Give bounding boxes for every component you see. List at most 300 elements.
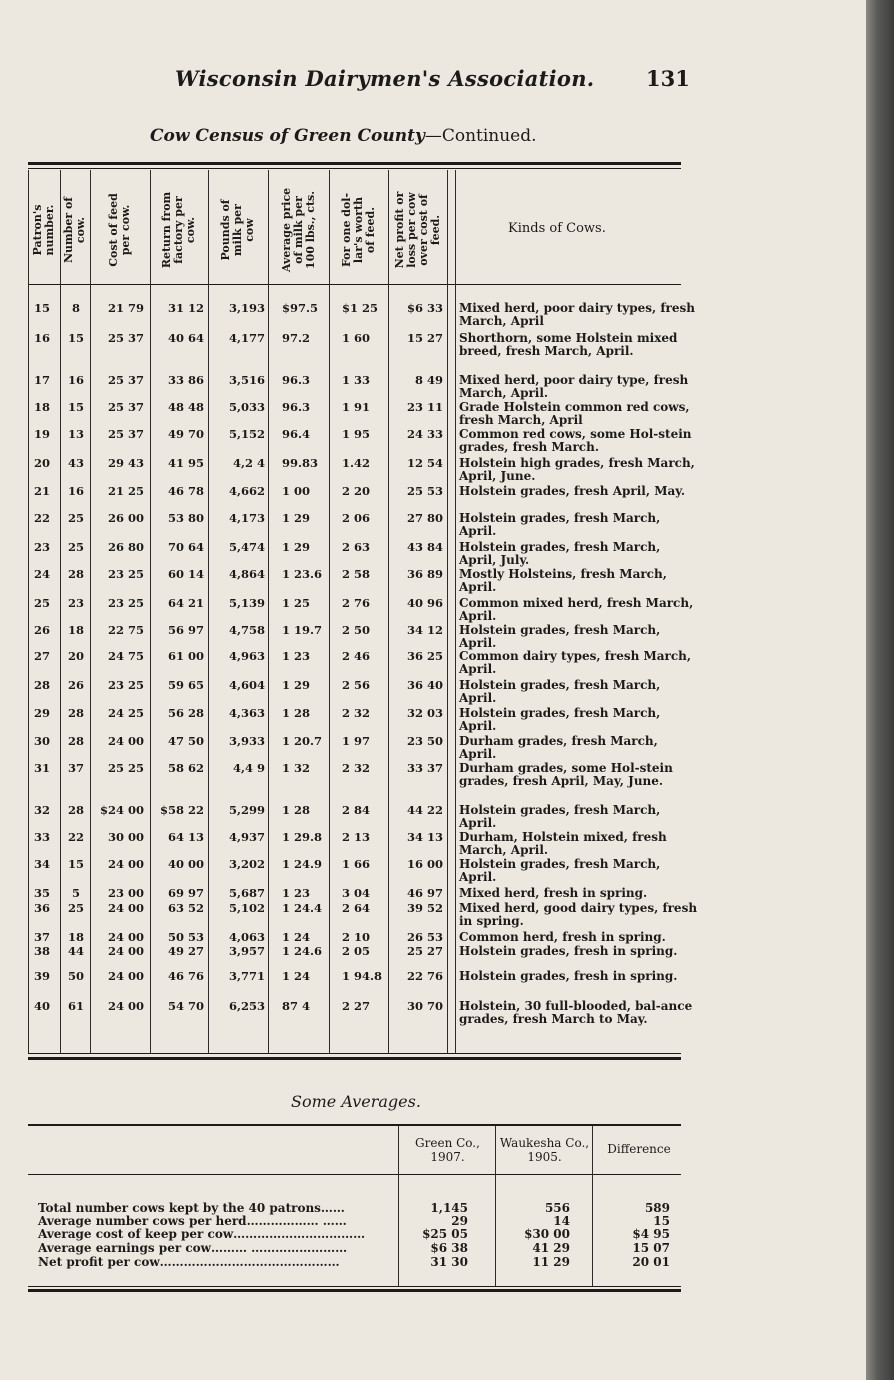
cell-patron: 35	[33, 886, 50, 900]
cell-return: 54 70	[167, 999, 204, 1013]
cell-cows: 28	[67, 567, 84, 581]
cell-profit: 33 37	[406, 761, 443, 775]
cell-cows: 25	[67, 540, 84, 554]
cell-profit: 27 80	[406, 511, 443, 525]
cell-kind: Holstein grades, fresh in spring.	[459, 969, 678, 983]
cell-patron: 29	[33, 706, 50, 720]
cell-cows: 16	[67, 484, 84, 498]
cell-return: 47 50	[167, 734, 204, 748]
cell-dollar: 2 06	[342, 511, 371, 525]
cell-price: 1 29	[282, 540, 311, 554]
cell-price: 96.4	[282, 427, 311, 441]
table-title-italic: Cow Census of Green County	[150, 126, 425, 146]
averages-waukesha: 41 29	[532, 1241, 570, 1255]
cell-cost: 24 00	[107, 857, 144, 871]
cell-pounds: 4,758	[228, 623, 265, 637]
cell-cost: 24 00	[107, 944, 144, 958]
column-divider	[150, 170, 151, 1053]
cell-patron: 26	[33, 623, 50, 637]
cell-patron: 15	[33, 301, 50, 315]
cell-price: 1 28	[282, 803, 311, 817]
averages-label: Average number cows per herd……………… ……	[38, 1214, 347, 1228]
cell-kind: Grade Holstein common red cows, fresh March, April	[459, 400, 690, 427]
cell-profit: 34 12	[406, 623, 443, 637]
table-title	[150, 126, 537, 146]
cell-cost: 24 00	[107, 999, 144, 1013]
cell-price: 99.83	[282, 456, 319, 470]
averages-top-rule	[28, 1124, 681, 1126]
cell-cost: 24 00	[107, 969, 144, 983]
cell-price: 1 25	[282, 596, 311, 610]
cell-dollar: 2 32	[342, 761, 371, 775]
cell-dollar: 1 94.8	[342, 969, 383, 983]
cell-cost: 25 37	[107, 427, 144, 441]
cell-return: 56 28	[167, 706, 204, 720]
cell-pounds: 4,864	[228, 567, 265, 581]
column-header-text: Cost of feed per cow.	[107, 193, 132, 267]
cell-patron: 17	[33, 373, 50, 387]
cell-dollar: 2 50	[342, 623, 371, 637]
averages-row	[0, 1241, 700, 1255]
cell-cost: 24 00	[107, 930, 144, 944]
column-divider	[455, 170, 456, 1053]
cell-profit: 23 50	[406, 734, 443, 748]
column-header-text: Return from factory per cow.	[160, 191, 197, 269]
cell-dollar: 3 04	[342, 886, 371, 900]
cell-cows: 37	[67, 761, 84, 775]
averages-waukesha: 556	[544, 1201, 570, 1215]
cell-kind: Holstein grades, fresh March, April.	[459, 511, 661, 538]
cell-pounds: 4,2 4	[232, 456, 265, 470]
cell-cows: 28	[67, 734, 84, 748]
cell-return: 56 97	[167, 623, 204, 637]
kinds-of-cows-header: Kinds of Cows.	[508, 221, 606, 236]
cell-cows: 15	[67, 331, 84, 345]
cell-cows: 23	[67, 596, 84, 610]
cell-cost: $24 00	[99, 803, 144, 817]
cell-patron: 31	[33, 761, 50, 775]
cell-patron: 33	[33, 830, 50, 844]
cell-profit: 36 40	[406, 678, 443, 692]
cell-patron: 18	[33, 400, 50, 414]
averages-label: Net profit per cow………………………………………	[38, 1255, 340, 1269]
column-divider	[208, 170, 209, 1053]
page-number: 131	[646, 66, 690, 91]
column-header-text: For one dol- lar's worth of feed.	[339, 192, 377, 268]
cell-patron: 19	[33, 427, 50, 441]
cell-dollar: 1 60	[342, 331, 371, 345]
cell-kind: Holstein grades, fresh March, April.	[459, 678, 661, 705]
cell-cost: 25 25	[107, 761, 144, 775]
averages-bottom-thick-rule	[28, 1289, 681, 1292]
cell-cows: 20	[67, 649, 84, 663]
cell-cows: 43	[67, 456, 84, 470]
cell-cows: 28	[67, 803, 84, 817]
column-header-text: Net profit or loss per cow over cost of feed.	[392, 191, 442, 269]
cell-cost: 24 00	[107, 901, 144, 915]
cell-patron: 24	[33, 567, 50, 581]
cell-cost: 23 25	[107, 567, 144, 581]
cell-price: 1 19.7	[282, 623, 323, 637]
cell-cost: 25 37	[107, 331, 144, 345]
cell-return: 50 53	[167, 930, 204, 944]
cell-cows: 25	[67, 511, 84, 525]
cell-pounds: 5,299	[228, 803, 265, 817]
column-header	[90, 176, 150, 284]
cell-cost: 24 25	[107, 706, 144, 720]
cell-dollar: 2 58	[342, 567, 371, 581]
cell-cost: 21 79	[107, 301, 144, 315]
cell-dollar: 2 27	[342, 999, 371, 1013]
column-header-text: Pounds of milk per cow	[219, 199, 256, 261]
cell-price: 1 00	[282, 484, 311, 498]
cell-return: $58 22	[159, 803, 204, 817]
avg-header-difference: Difference	[607, 1142, 671, 1156]
cell-return: 59 65	[167, 678, 204, 692]
cell-patron: 16	[33, 331, 50, 345]
cell-kind: Holstein grades, fresh April, May.	[459, 484, 686, 498]
cell-cost: 26 80	[107, 540, 144, 554]
averages-diff: 589	[644, 1201, 670, 1215]
cell-return: 69 97	[167, 886, 204, 900]
cell-dollar: 2 46	[342, 649, 371, 663]
cell-dollar: 2 13	[342, 830, 371, 844]
cell-cost: 24 75	[107, 649, 144, 663]
cell-kind: Durham grades, some Hol-stein grades, fresh April, May, June.	[459, 761, 673, 788]
cell-return: 31 12	[167, 301, 204, 315]
cell-profit: 30 70	[406, 999, 443, 1013]
table-title-continued: —Continued.	[424, 126, 537, 146]
cell-pounds: 5,139	[228, 596, 265, 610]
cell-dollar: 2 76	[342, 596, 371, 610]
column-header-text: Average price of milk per 100 lbs., cts.	[279, 187, 317, 273]
averages-waukesha: 11 29	[532, 1255, 570, 1269]
cell-patron: 39	[33, 969, 50, 983]
averages-waukesha: $30 00	[524, 1227, 570, 1241]
column-header-text: Number of cow.	[62, 196, 87, 264]
cell-cost: 24 00	[107, 734, 144, 748]
cell-price: 1 24.4	[282, 901, 323, 915]
cell-cows: 15	[67, 400, 84, 414]
cell-patron: 28	[33, 678, 50, 692]
header-bottom-rule	[28, 284, 681, 285]
cell-pounds: 3,771	[228, 969, 265, 983]
cell-price: 1 29	[282, 678, 311, 692]
cell-price: 1 32	[282, 761, 311, 775]
cell-dollar: 2 10	[342, 930, 371, 944]
cell-kind: Common red cows, some Hol-stein grades, fresh March.	[459, 427, 692, 454]
cell-pounds: 4,963	[228, 649, 265, 663]
top-thick-rule	[28, 162, 681, 165]
column-header	[150, 176, 208, 284]
cell-price: 1 24	[282, 969, 311, 983]
cell-profit: 46 97	[406, 886, 443, 900]
cell-kind: Holstein high grades, fresh March, April, June.	[459, 456, 695, 483]
cell-pounds: 5,474	[228, 540, 265, 554]
cell-profit: 24 33	[406, 427, 443, 441]
cell-kind: Holstein grades, fresh in spring.	[459, 944, 678, 958]
cell-patron: 27	[33, 649, 50, 663]
cell-price: 1 29.8	[282, 830, 323, 844]
cell-dollar: 1 91	[342, 400, 371, 414]
column-header	[329, 176, 388, 284]
cell-kind: Holstein grades, fresh March, April.	[459, 706, 661, 733]
cell-kind: Durham grades, fresh March, April.	[459, 734, 658, 761]
cell-profit: 22 76	[406, 969, 443, 983]
cell-return: 49 70	[167, 427, 204, 441]
cell-patron: 25	[33, 596, 50, 610]
cell-patron: 32	[33, 803, 50, 817]
cell-price: 1 24	[282, 930, 311, 944]
cell-cost: 21 25	[107, 484, 144, 498]
cell-profit: 39 52	[406, 901, 443, 915]
table-bottom-thin-rule	[28, 1053, 681, 1054]
top-thin-rule	[28, 168, 681, 169]
cell-profit: 25 53	[406, 484, 443, 498]
cell-cows: 15	[67, 857, 84, 871]
cell-dollar: 2 20	[342, 484, 371, 498]
cell-profit: 15 27	[406, 331, 443, 345]
cell-price: $97.5	[282, 301, 319, 315]
running-title: Wisconsin Dairymen's Association.	[175, 66, 595, 91]
cell-return: 48 48	[167, 400, 204, 414]
cell-kind: Common herd, fresh in spring.	[459, 930, 666, 944]
cell-profit: 25 27	[406, 944, 443, 958]
cell-kind: Mostly Holsteins, fresh March, April.	[459, 567, 667, 594]
averages-green: 29	[451, 1214, 468, 1228]
cell-pounds: 3,516	[228, 373, 265, 387]
cell-return: 58 62	[167, 761, 204, 775]
averages-diff: $4 95	[632, 1227, 670, 1241]
table-bottom-thick-rule	[28, 1057, 681, 1060]
cell-price: 1 20.7	[282, 734, 323, 748]
cell-patron: 22	[33, 511, 50, 525]
cell-cows: 28	[67, 706, 84, 720]
cell-pounds: 4,937	[228, 830, 265, 844]
averages-label: Average earnings per cow……… ……………………	[38, 1241, 348, 1255]
cell-cows: 18	[67, 930, 84, 944]
avg-header-waukesha: Waukesha Co., 1905.	[499, 1136, 590, 1164]
cell-profit: 34 13	[406, 830, 443, 844]
cell-kind: Mixed herd, good dairy types, fresh in spring.	[459, 901, 698, 928]
cell-pounds: 4,173	[228, 511, 265, 525]
cell-pounds: 3,957	[228, 944, 265, 958]
column-header	[388, 176, 447, 284]
cell-pounds: 3,202	[228, 857, 265, 871]
cell-kind: Holstein, 30 full-blooded, bal-ance grades, fresh March to May.	[459, 999, 693, 1026]
cell-pounds: 4,662	[228, 484, 265, 498]
cell-dollar: 2 84	[342, 803, 371, 817]
cell-profit: 16 00	[406, 857, 443, 871]
cell-pounds: 6,253	[228, 999, 265, 1013]
cell-dollar: 1 97	[342, 734, 371, 748]
running-header	[0, 66, 866, 96]
avg-header-green: Green Co., 1907.	[415, 1136, 480, 1164]
page-edge	[866, 0, 894, 1380]
cell-pounds: 3,933	[228, 734, 265, 748]
cell-pounds: 4,063	[228, 930, 265, 944]
cell-pounds: 4,4 9	[232, 761, 265, 775]
cell-patron: 36	[33, 901, 50, 915]
cell-cost: 25 37	[107, 373, 144, 387]
averages-waukesha: 14	[553, 1214, 570, 1228]
averages-green: 31 30	[430, 1255, 468, 1269]
averages-diff: 15	[653, 1214, 670, 1228]
cell-cows: 26	[67, 678, 84, 692]
column-header	[208, 176, 268, 284]
cell-cows: 5	[71, 886, 80, 900]
cell-kind: Mixed herd, fresh in spring.	[459, 886, 648, 900]
cell-price: 96.3	[282, 400, 311, 414]
cell-kind: Common dairy types, fresh March, April.	[459, 649, 692, 676]
cell-kind: Shorthorn, some Holstein mixed breed, fresh March, April.	[459, 331, 678, 358]
averages-row	[0, 1214, 700, 1228]
cell-profit: $6 33	[406, 301, 443, 315]
column-header	[60, 176, 90, 284]
cell-cost: 22 75	[107, 623, 144, 637]
cell-return: 46 78	[167, 484, 204, 498]
averages-bottom-thin-rule	[28, 1286, 681, 1287]
cell-pounds: 5,152	[228, 427, 265, 441]
cell-cost: 30 00	[107, 830, 144, 844]
cell-patron: 34	[33, 857, 50, 871]
cell-return: 61 00	[167, 649, 204, 663]
cell-cost: 26 00	[107, 511, 144, 525]
cell-kind: Mixed herd, poor dairy types, fresh March, April	[459, 301, 695, 328]
cell-price: 87 4	[282, 999, 311, 1013]
cell-return: 40 00	[167, 857, 204, 871]
cell-return: 64 21	[167, 596, 204, 610]
cell-patron: 40	[33, 999, 50, 1013]
cell-profit: 12 54	[406, 456, 443, 470]
cell-dollar: 1 66	[342, 857, 371, 871]
cell-patron: 21	[33, 484, 50, 498]
cell-return: 41 95	[167, 456, 204, 470]
cell-dollar: $1 25	[342, 301, 379, 315]
cell-return: 46 76	[167, 969, 204, 983]
cell-profit: 36 25	[406, 649, 443, 663]
averages-green: $25 05	[422, 1227, 468, 1241]
cell-return: 49 27	[167, 944, 204, 958]
cell-patron: 20	[33, 456, 50, 470]
column-header	[28, 176, 60, 284]
cell-return: 53 80	[167, 511, 204, 525]
averages-row	[0, 1227, 700, 1241]
cell-cows: 50	[67, 969, 84, 983]
cell-cows: 13	[67, 427, 84, 441]
cell-profit: 26 53	[406, 930, 443, 944]
cell-price: 1 24.6	[282, 944, 323, 958]
cell-kind: Holstein grades, fresh March, April.	[459, 857, 661, 884]
column-divider	[388, 170, 389, 1053]
cell-profit: 40 96	[406, 596, 443, 610]
cell-cows: 61	[67, 999, 84, 1013]
averages-label: Total number cows kept by the 40 patrons……	[38, 1201, 345, 1215]
cell-price: 97.2	[282, 331, 311, 345]
cell-cows: 16	[67, 373, 84, 387]
cell-cost: 25 37	[107, 400, 144, 414]
cell-profit: 32 03	[406, 706, 443, 720]
cell-pounds: 4,177	[228, 331, 265, 345]
cell-dollar: 2 63	[342, 540, 371, 554]
averages-diff: 20 01	[632, 1255, 670, 1269]
averages-header-rule	[28, 1174, 681, 1175]
cell-cost: 29 43	[107, 456, 144, 470]
cell-profit: 8 49	[414, 373, 443, 387]
cell-patron: 23	[33, 540, 50, 554]
cell-patron: 38	[33, 944, 50, 958]
cell-dollar: 1.42	[342, 456, 371, 470]
cell-price: 1 28	[282, 706, 311, 720]
cell-return: 64 13	[167, 830, 204, 844]
cell-cows: 22	[67, 830, 84, 844]
cell-pounds: 4,363	[228, 706, 265, 720]
cell-price: 96.3	[282, 373, 311, 387]
cell-return: 70 64	[167, 540, 204, 554]
column-divider	[268, 170, 269, 1053]
cell-cows: 25	[67, 901, 84, 915]
cell-cost: 23 25	[107, 596, 144, 610]
cell-profit: 44 22	[406, 803, 443, 817]
cell-return: 40 64	[167, 331, 204, 345]
cell-pounds: 3,193	[228, 301, 265, 315]
cell-profit: 36 89	[406, 567, 443, 581]
cell-cows: 8	[71, 301, 80, 315]
cell-profit: 43 84	[406, 540, 443, 554]
cell-patron: 30	[33, 734, 50, 748]
cell-return: 33 86	[167, 373, 204, 387]
column-divider	[447, 170, 448, 1053]
cell-pounds: 5,033	[228, 400, 265, 414]
column-header	[268, 176, 329, 284]
cell-pounds: 4,604	[228, 678, 265, 692]
cell-pounds: 5,687	[228, 886, 265, 900]
cell-dollar: 2 32	[342, 706, 371, 720]
averages-label: Average cost of keep per cow……………………………	[38, 1227, 366, 1241]
averages-row	[0, 1201, 700, 1215]
cell-price: 1 24.9	[282, 857, 323, 871]
cell-dollar: 2 56	[342, 678, 371, 692]
averages-diff: 15 07	[632, 1241, 670, 1255]
cell-dollar: 2 05	[342, 944, 371, 958]
averages-green: 1,145	[430, 1201, 468, 1215]
cell-dollar: 1 33	[342, 373, 371, 387]
cell-cows: 44	[67, 944, 84, 958]
cell-kind: Mixed herd, poor dairy type, fresh March, April.	[459, 373, 689, 400]
cell-kind: Durham, Holstein mixed, fresh March, April.	[459, 830, 667, 857]
averages-row	[0, 1255, 700, 1269]
cell-price: 1 29	[282, 511, 311, 525]
cell-return: 60 14	[167, 567, 204, 581]
column-header-text: Patron's number.	[31, 204, 56, 256]
cell-dollar: 1 95	[342, 427, 371, 441]
cell-cows: 18	[67, 623, 84, 637]
cell-price: 1 23.6	[282, 567, 323, 581]
cell-pounds: 5,102	[228, 901, 265, 915]
cell-kind: Holstein grades, fresh March, April.	[459, 803, 661, 830]
cell-return: 63 52	[167, 901, 204, 915]
cell-cost: 23 00	[107, 886, 144, 900]
cell-kind: Holstein grades, fresh March, April, July.	[459, 540, 661, 567]
cell-dollar: 2 64	[342, 901, 371, 915]
cell-kind: Common mixed herd, fresh March, April.	[459, 596, 694, 623]
cell-patron: 37	[33, 930, 50, 944]
averages-green: $6 38	[430, 1241, 468, 1255]
cell-price: 1 23	[282, 649, 311, 663]
cell-kind: Holstein grades, fresh March, April.	[459, 623, 661, 650]
cell-price: 1 23	[282, 886, 311, 900]
cell-profit: 23 11	[406, 400, 443, 414]
